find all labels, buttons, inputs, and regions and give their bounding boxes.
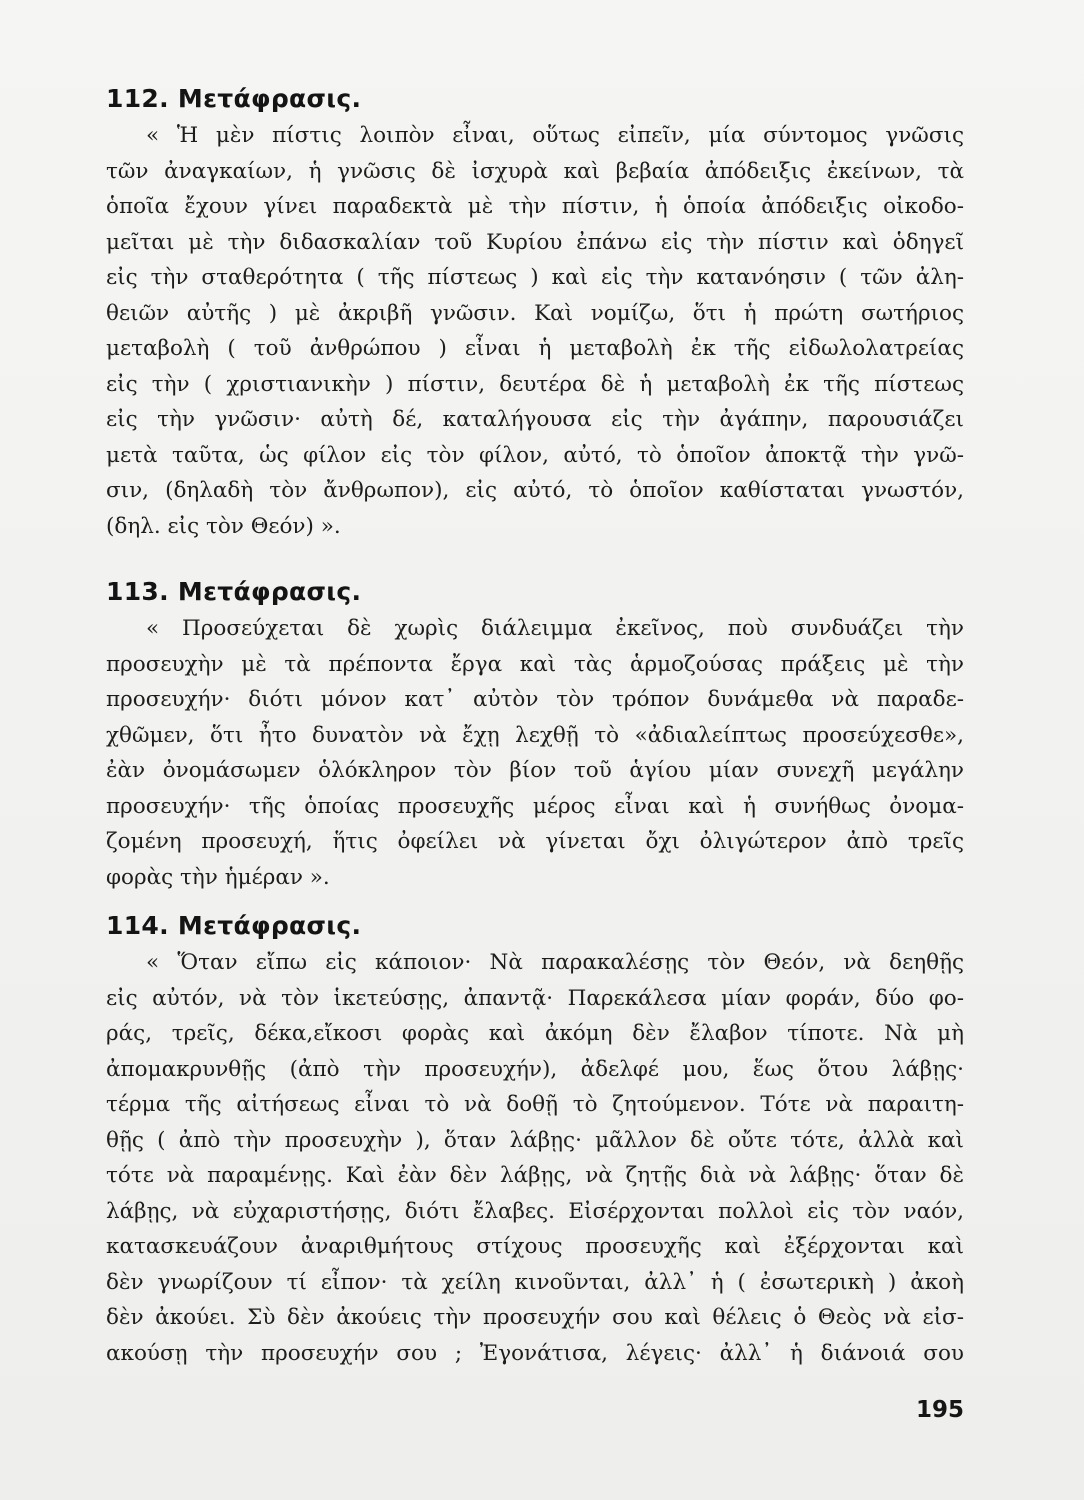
section-heading: 113. Μετάφρασις. bbox=[106, 577, 362, 606]
text-line: τέρμα τῆς αἰτήσεως εἶναι τὸ νὰ δοθῇ τὸ ζητούμενον. Τότε νὰ παραιτη- bbox=[106, 1092, 964, 1117]
text-line: « Προσεύχεται δὲ χωρὶς διάλειμμα ἐκεῖνος, ποὺ συνδυάζει τὴν bbox=[146, 616, 964, 641]
text-line: λάβῃς, νὰ εὐχαριστήσῃς, διότι ἔλαβες. Εἰσέρχονται πολλοὶ εἰς τὸν ναόν, bbox=[106, 1198, 964, 1224]
section-heading: 114. Μετάφρασις. bbox=[106, 911, 362, 940]
text-line: « Ὅταν εἴπω εἰς κάποιον· Νὰ παρακαλέσῃς τὸν Θεόν, νὰ δεηθῇς bbox=[146, 950, 964, 975]
text-line: χθῶμεν, ὅτι ἦτο δυνατὸν νὰ ἔχῃ λεχθῇ τὸ «ἀδιαλείπτως προσεύχεσθε», bbox=[106, 722, 964, 748]
text-line: « Ἡ μὲν πίστις λοιπὸν εἶναι, οὕτως εἰπεῖν, μία σύντομος γνῶσις bbox=[146, 123, 964, 148]
text-line: κατασκευάζουν ἀναριθμήτους στίχους προσευχῆς καὶ ἐξέρχονται καὶ bbox=[106, 1234, 964, 1259]
text-line: σιν, (δηλαδὴ τὸν ἄνθρωπον), εἰς αὐτό, τὸ ὁποῖον καθίσταται γνωστόν, bbox=[106, 478, 964, 503]
text-line: ἀπομακρυνθῇς (ἀπὸ τὴν προσευχήν), ἀδελφέ μου, ἕως ὅτου λάβῃς· bbox=[106, 1056, 964, 1082]
text-line: (δηλ. εἰς τὸν Θεόν) ». bbox=[106, 513, 341, 539]
text-line: τῶν ἀναγκαίων, ἡ γνῶσις δὲ ἰσχυρὰ καὶ βεβαία ἀπόδειξις ἐκείνων, τὰ bbox=[106, 158, 964, 184]
section-114 bbox=[106, 907, 964, 1371]
section-113 bbox=[106, 573, 964, 895]
text-line: μεῖται μὲ τὴν διδασκαλίαν τοῦ Κυρίου ἐπάνω εἰς τὴν πίστιν καὶ ὁδηγεῖ bbox=[106, 229, 964, 255]
text-line: μετὰ ταῦτα, ὡς φίλον εἰς τὸν φίλον, αὐτό, τὸ ὁποῖον ἀποκτᾷ τὴν γνῶ- bbox=[106, 442, 964, 468]
section-body bbox=[106, 945, 964, 1371]
text-line: ακούσῃ τὴν προσευχήν σου ; Ἐγονάτισα, λέγεις· ἀλλ᾽ ἡ διάνοιά σου bbox=[106, 1340, 964, 1366]
text-line: ράς, τρεῖς, δέκα,εἴκοσι φορὰς καὶ ἀκόμη δὲν ἔλαβον τίποτε. Νὰ μὴ bbox=[106, 1021, 964, 1046]
section-body bbox=[106, 611, 964, 895]
text-line: προσευχὴν μὲ τὰ πρέποντα ἔργα καὶ τὰς ἁρμοζούσας πράξεις μὲ τὴν bbox=[106, 651, 964, 677]
text-line: μεταβολὴ ( τοῦ ἀνθρώπου ) εἶναι ἡ μεταβολὴ ἐκ τῆς εἰδωλολατρείας bbox=[106, 336, 964, 361]
text-line: τότε νὰ παραμένῃς. Καὶ ἐὰν δὲν λάβῃς, νὰ ζητῇς διὰ νὰ λάβῃς· ὅταν δὲ bbox=[106, 1163, 964, 1188]
text-line: προσευχήν· διότι μόνον κατ᾽ αὐτὸν τὸν τρόπον δυνάμεθα νὰ παραδε- bbox=[106, 687, 964, 712]
page-number: 195 bbox=[915, 1397, 964, 1423]
text-line: δὲν ἀκούει. Σὺ δὲν ἀκούεις τὴν προσευχήν σου καὶ θέλεις ὁ Θεὸς νὰ εἰσ- bbox=[106, 1305, 964, 1330]
text-line: εἰς τὴν γνῶσιν· αὐτὴ δέ, καταλήγουσα εἰς τὴν ἀγάπην, παρουσιάζει bbox=[106, 407, 964, 432]
text-line: θειῶν αὐτῆς ) μὲ ἀκριβῆ γνῶσιν. Καὶ νομίζω, ὅτι ἡ πρώτη σωτήριος bbox=[106, 300, 964, 326]
text-line: ἐὰν ὀνομάσωμεν ὁλόκληρον τὸν βίον τοῦ ἁγίου μίαν συνεχῆ μεγάλην bbox=[106, 758, 964, 783]
text-line: προσευχήν· τῆς ὁποίας προσευχῆς μέρος εἶναι καὶ ἡ συνήθως ὀνομα- bbox=[106, 793, 964, 819]
text-line: δὲν γνωρίζουν τί εἶπον· τὰ χείλη κινοῦνται, ἀλλ᾽ ἡ ( ἐσωτερικὴ ) ἀκοὴ bbox=[106, 1269, 964, 1295]
text-line: ὁποῖα ἔχουν γίνει παραδεκτὰ μὲ τὴν πίστιν, ἡ ὁποία ἀπόδειξις οἰκοδο- bbox=[106, 194, 964, 219]
text-line: θῇς ( ἀπὸ τὴν προσευχὴν ), ὅταν λάβῃς· μᾶλλον δὲ οὔτε τότε, ἀλλὰ καὶ bbox=[106, 1127, 964, 1153]
text-line: ζομένη προσευχή, ἥτις ὀφείλει νὰ γίνεται ὄχι ὀλιγώτερον ἀπὸ τρεῖς bbox=[106, 829, 964, 854]
section-body bbox=[106, 118, 964, 544]
text-line: εἰς αὐτόν, νὰ τὸν ἱκετεύσῃς, ἀπαντᾷ· Παρεκάλεσα μίαν φοράν, δύο φο- bbox=[106, 985, 964, 1011]
text-line: εἰς τὴν σταθερότητα ( τῆς πίστεως ) καὶ εἰς τὴν κατανόησιν ( τῶν ἀλη- bbox=[106, 265, 964, 290]
section-heading: 112. Μετάφρασις. bbox=[106, 84, 362, 113]
text-line: εἰς τὴν ( χριστιανικὴν ) πίστιν, δευτέρα δὲ ἡ μεταβολὴ ἐκ τῆς πίστεως bbox=[106, 371, 964, 397]
text-line: φορὰς τὴν ἡμέραν ». bbox=[106, 864, 330, 890]
section-112 bbox=[106, 80, 964, 544]
